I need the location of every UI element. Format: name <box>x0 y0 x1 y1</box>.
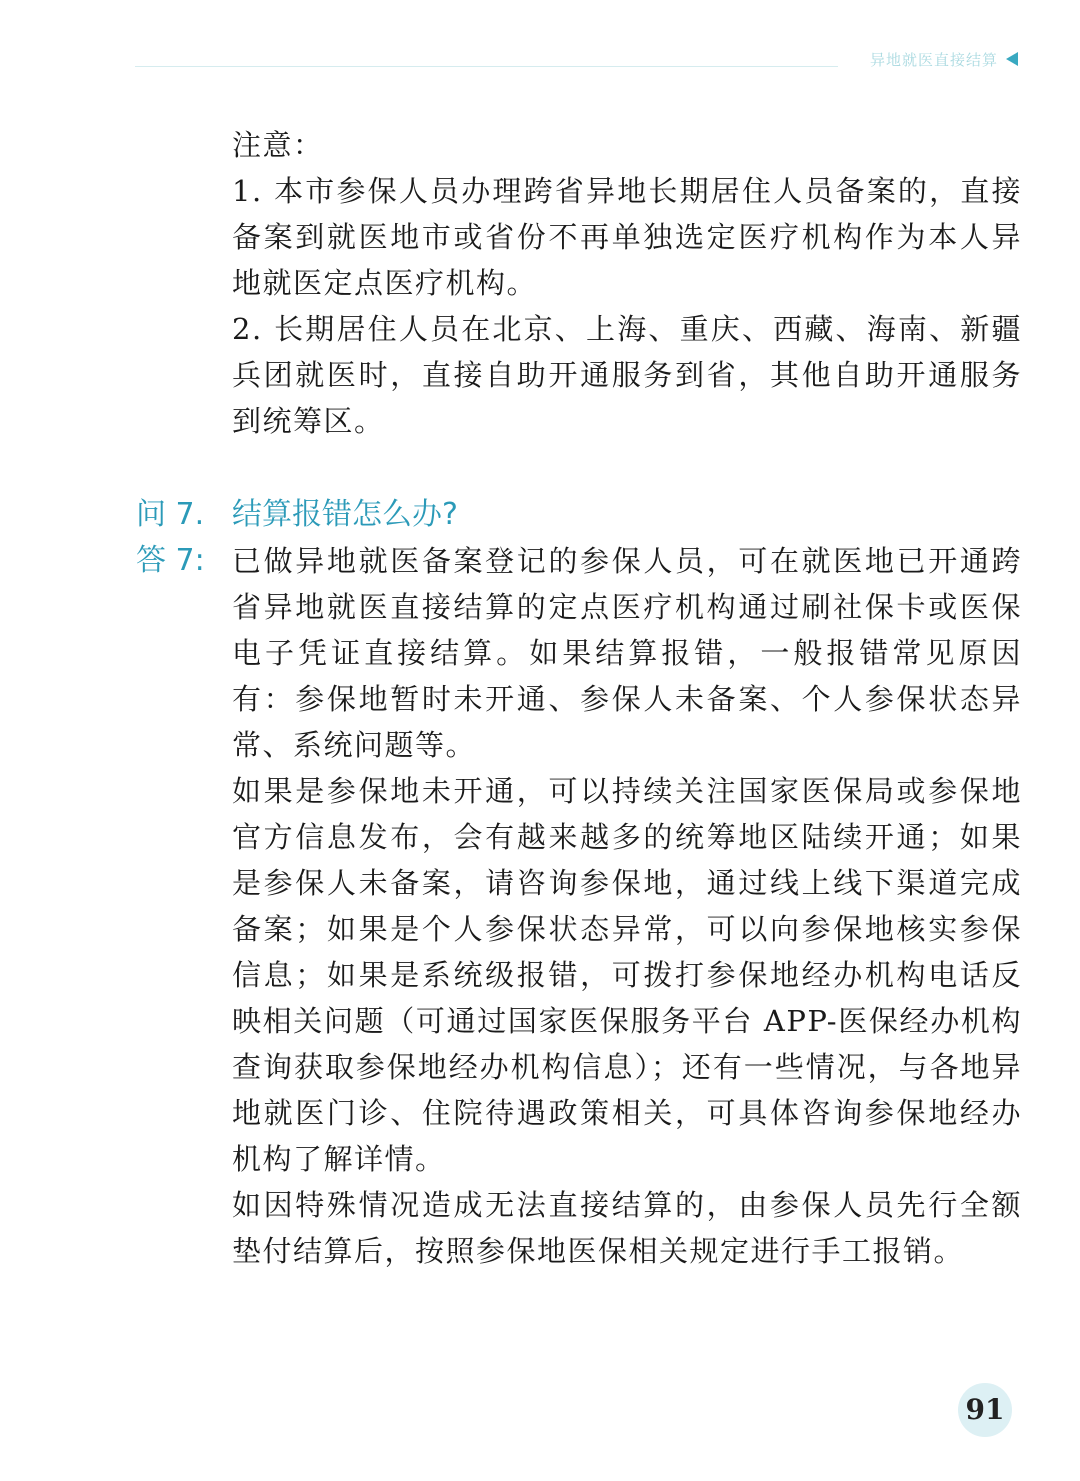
question-label: 问 7. <box>136 497 205 532</box>
header-rule <box>135 66 838 67</box>
note-item-2: 2. 长期居住人员在北京、上海、重庆、西藏、海南、新疆兵团就医时，直接自助开通服务到省，其他自助开通服务到统筹区。 <box>232 312 1022 438</box>
answer-block <box>232 538 1022 1274</box>
answer-paragraph-3: 如因特殊情况造成无法直接结算的，由参保人员先行全额垫付结算后，按照参保地医保相关规定进行手工报销。 <box>232 1188 1022 1268</box>
question-text: 结算报错怎么办? <box>232 497 458 532</box>
answer-paragraph-2: 如果是参保地未开通，可以持续关注国家医保局或参保地官方信息发布，会有越来越多的统筹地区陆续开通；如果是参保人未备案，请咨询参保地，通过线上线下渠道完成备案；如果是个人参保状态异常，可以向参保地核实参保信息；如果是系统级报错，可拨打参保地经办机构电话反映相关问题（可通过国家医保服务平台 APP-医保经办机构查询获取参保地经办机构信息）；还有一些情况，与各地异地就医门诊、住院待遇政策相关，可具体咨询参保地经办机构了解详情。 <box>232 774 1022 1176</box>
note-block <box>232 122 1022 444</box>
page-number: 91 <box>958 1383 1012 1437</box>
note-item-1: 1. 本市参保人员办理跨省异地长期居住人员备案的，直接备案到就医地市或省份不再单独选定医疗机构作为本人异地就医定点医疗机构。 <box>232 174 1022 300</box>
triangle-left-icon <box>1006 52 1018 66</box>
answer-paragraph-1: 已做异地就医备案登记的参保人员，可在就医地已开通跨省异地就医直接结算的定点医疗机构通过刷社保卡或医保电子凭证直接结算。如果结算报错，一般报错常见原因有：参保地暂时未开通、参保人未备案、个人参保状态异常、系统问题等。 <box>232 544 1022 762</box>
answer-label: 答 7: <box>136 543 205 578</box>
running-head-title: 异地就医直接结算 <box>869 51 998 69</box>
note-title: 注意： <box>232 128 324 162</box>
